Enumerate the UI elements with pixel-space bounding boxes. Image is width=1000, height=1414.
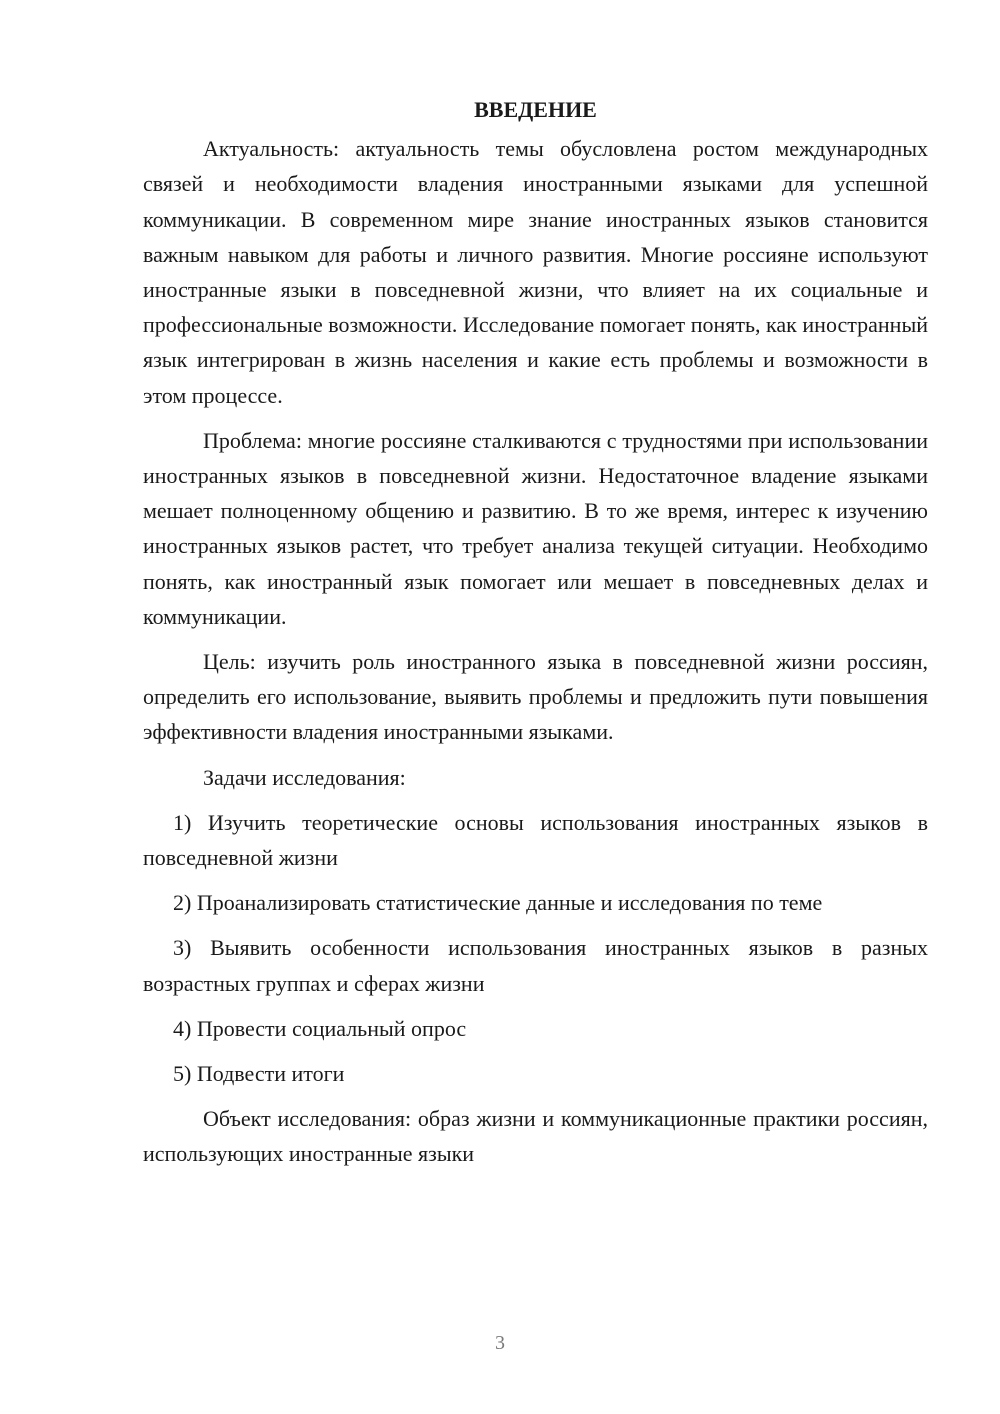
list-item: 4) Провести социальный опрос	[173, 1015, 467, 1041]
page-number: 3	[495, 1332, 505, 1354]
list-item: 1) Изучить теоретические основы использования иностранных языков в повседневной жизни	[143, 809, 928, 871]
tasks-list	[143, 805, 928, 1091]
problem-paragraph: Проблема: многие россияне сталкиваются с трудностями при использовании иностранных языков в повседневной жизни. Недостаточное владение языками мешает полноценному общению и развитию. В то же время, интерес к изучению иностранных языков растет, что требует анализа текущей ситуации. Необходимо понять, как иностранный язык помогает или мешает в повседневных делах и коммуникации.	[143, 427, 928, 629]
goal-paragraph: Цель: изучить роль иностранного языка в повседневной жизни россиян, определить его использование, выявить проблемы и предложить пути повышения эффективности владения иностранными языками.	[143, 649, 928, 745]
relevance-paragraph: Актуальность: актуальность темы обусловлена ростом международных связей и необходимости владения иностранными языками для успешной коммуникации. В современном мире знание иностранных языков становится важным навыком для работы и личного развития. Многие россияне используют иностранные языки в повседневной жизни, что влияет на их социальные и профессиональные возможности. Исследование помогает понять, как иностранный язык интегрирован в жизнь населения и какие есть проблемы и возможности в этом процессе.	[143, 136, 928, 408]
tasks-title: Задачи исследования:	[203, 764, 406, 790]
list-item: 3) Выявить особенности использования иностранных языков в разных возрастных группах и сферах жизни	[143, 935, 928, 996]
section-heading: ВВЕДЕНИЕ	[474, 97, 597, 122]
document-page	[143, 92, 928, 1182]
object-paragraph: Объект исследования: образ жизни и коммуникационные практики россиян, использующих иностранные языки	[143, 1106, 928, 1167]
list-item: 5) Подвести итоги	[173, 1061, 345, 1087]
list-item: 2) Проанализировать статистические данные и исследования по теме	[173, 890, 823, 916]
